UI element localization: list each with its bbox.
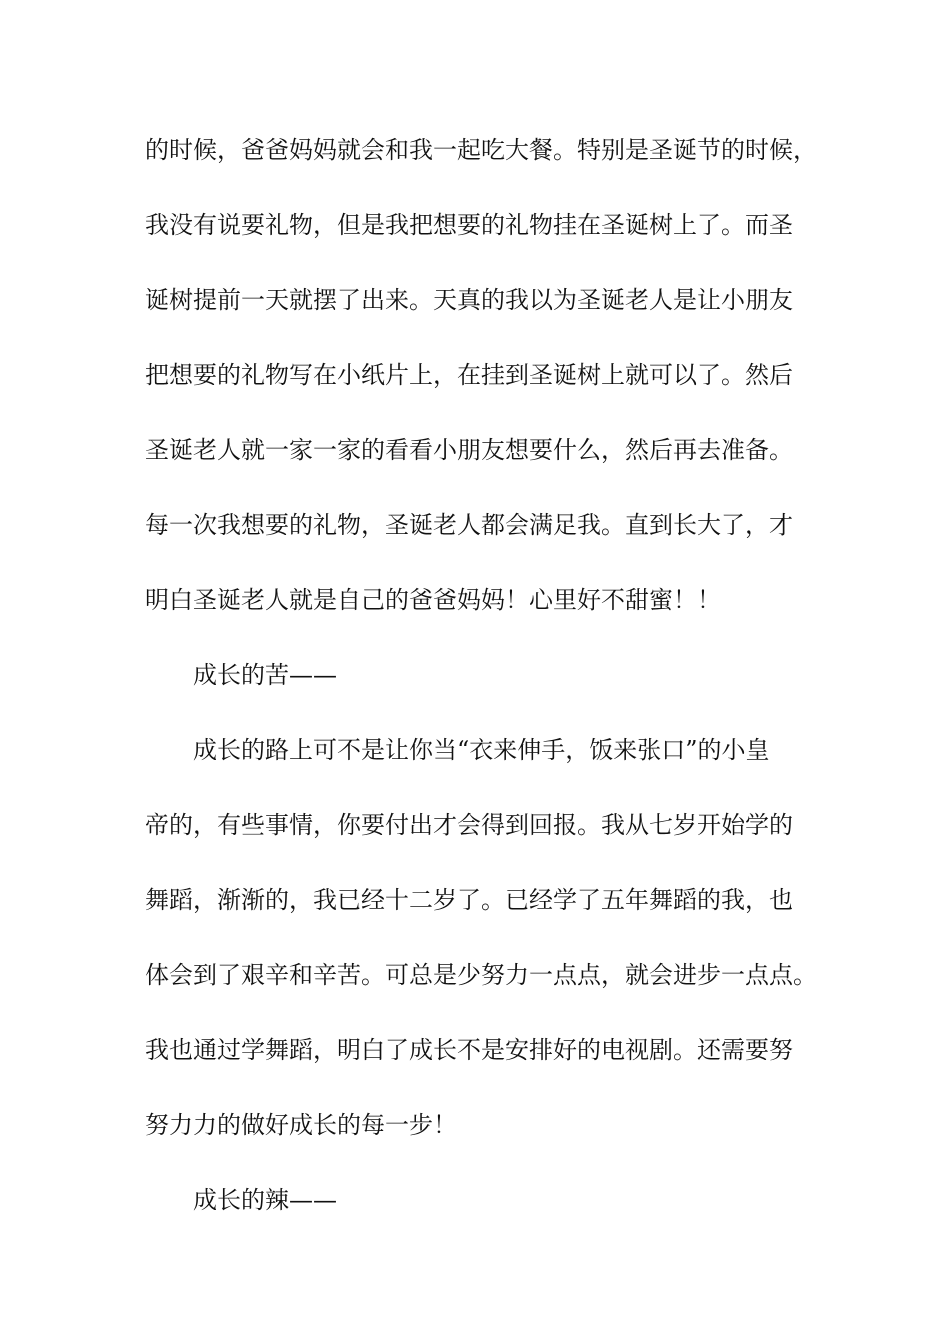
section-heading: 成长的苦—— bbox=[193, 661, 337, 689]
paragraph-line: 每一次我想要的礼物，圣诞老人都会满足我。直到长大了，才 bbox=[145, 511, 793, 539]
paragraph-line: 体会到了艰辛和辛苦。可总是少努力一点点，就会进步一点点。 bbox=[145, 961, 817, 989]
paragraph-line: 把想要的礼物写在小纸片上，在挂到圣诞树上就可以了。然后 bbox=[145, 361, 793, 389]
paragraph-line: 明白圣诞老人就是自己的爸爸妈妈！心里好不甜蜜！！ bbox=[145, 586, 721, 614]
paragraph-line: 我也通过学舞蹈，明白了成长不是安排好的电视剧。还需要努 bbox=[145, 1036, 793, 1064]
paragraph-line: 诞树提前一天就摆了出来。天真的我以为圣诞老人是让小朋友 bbox=[145, 286, 793, 314]
paragraph-line: 努力力的做好成长的每一步！ bbox=[145, 1111, 457, 1139]
paragraph-line: 圣诞老人就一家一家的看看小朋友想要什么，然后再去准备。 bbox=[145, 436, 793, 464]
paragraph-line: 成长的路上可不是让你当“衣来伸手，饭来张口”的小皇 bbox=[193, 736, 770, 764]
paragraph-line: 舞蹈，渐渐的，我已经十二岁了。已经学了五年舞蹈的我，也 bbox=[145, 886, 793, 914]
paragraph-line: 我没有说要礼物，但是我把想要的礼物挂在圣诞树上了。而圣 bbox=[145, 211, 793, 239]
section-heading: 成长的辣—— bbox=[193, 1186, 337, 1214]
paragraph-line: 帝的，有些事情，你要付出才会得到回报。我从七岁开始学的 bbox=[145, 811, 793, 839]
paragraph-line: 的时候，爸爸妈妈就会和我一起吃大餐。特别是圣诞节的时候， bbox=[145, 136, 817, 164]
body-text bbox=[145, 131, 825, 1256]
